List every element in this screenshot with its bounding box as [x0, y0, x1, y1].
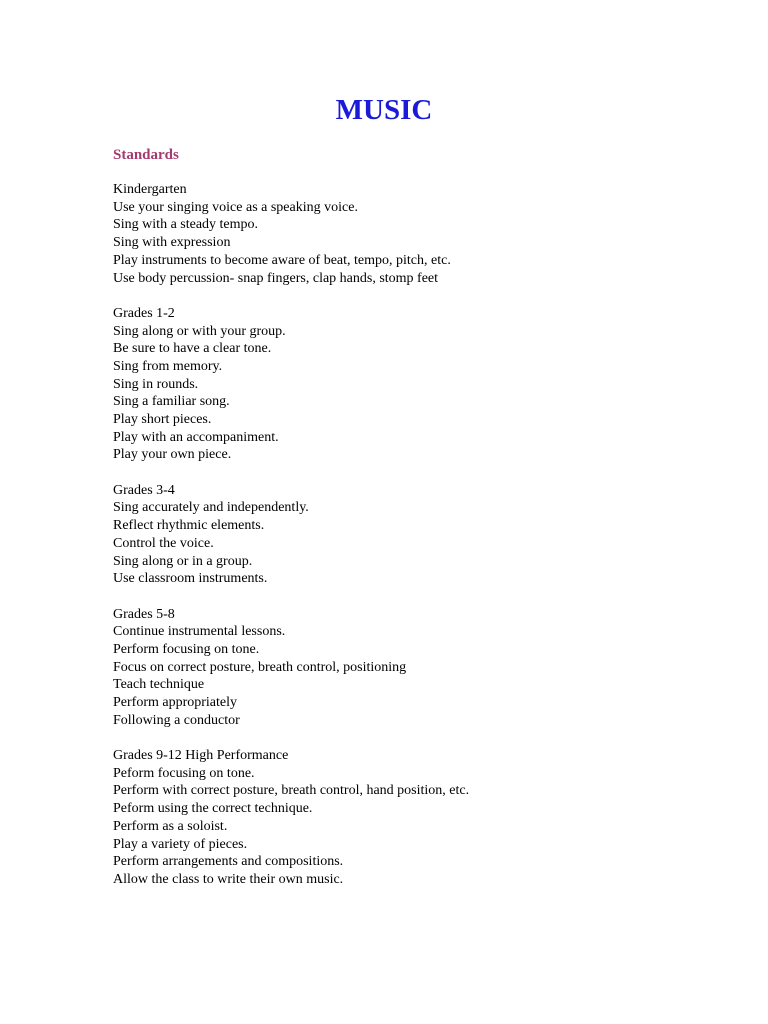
section-subtitle: Standards: [113, 147, 179, 163]
grade-section: [113, 747, 733, 889]
grade-heading: Grades 9-12 High Performance: [113, 748, 289, 764]
standard-item: Peform focusing on tone.: [113, 765, 255, 781]
page-title: MUSIC: [335, 94, 433, 126]
grade-heading: Grades 3-4: [113, 482, 175, 498]
standard-item: Peform using the correct technique.: [113, 801, 313, 817]
standard-item: Continue instrumental lessons.: [113, 624, 286, 640]
standard-item: Play short pieces.: [113, 412, 212, 428]
standards-content: [113, 181, 733, 906]
standard-item: Focus on correct posture, breath control, positioning: [113, 659, 407, 675]
standard-item: Sing from memory.: [113, 358, 223, 374]
standard-item: Control the voice.: [113, 535, 214, 551]
standard-item: Perform focusing on tone.: [113, 641, 260, 657]
standard-item: Use body percussion- snap fingers, clap hands, stomp feet: [113, 270, 439, 286]
standard-item: Sing along or in a group.: [113, 553, 253, 569]
standard-item: Perform appropriately: [113, 695, 238, 711]
standard-item: Play a variety of pieces.: [113, 836, 248, 852]
standard-item: Perform with correct posture, breath control, hand position, etc.: [113, 783, 470, 799]
standard-item: Sing a familiar song.: [113, 394, 230, 410]
standard-item: Sing along or with your group.: [113, 323, 286, 339]
grade-section: [113, 606, 733, 730]
standard-item: Reflect rhythmic elements.: [113, 518, 265, 534]
grade-heading: Kindergarten: [113, 182, 187, 197]
standard-item: Use your singing voice as a speaking voice.: [113, 199, 358, 215]
standard-item: Use classroom instruments.: [113, 571, 268, 587]
standard-item: Play with an accompaniment.: [113, 429, 279, 445]
standard-item: Following a conductor: [113, 712, 240, 728]
standard-item: Play instruments to become aware of beat, tempo, pitch, etc.: [113, 252, 451, 268]
grade-heading: Grades 5-8: [113, 606, 175, 622]
grade-section: [113, 305, 733, 464]
standard-item: Sing accurately and independently.: [113, 500, 309, 516]
standard-item: Play your own piece.: [113, 447, 232, 463]
grade-section: [113, 482, 733, 588]
standard-item: Allow the class to write their own music.: [113, 871, 344, 887]
standard-item: Perform arrangements and compositions.: [113, 854, 344, 870]
standard-item: Sing with a steady tempo.: [113, 217, 259, 233]
standard-item: Sing in rounds.: [113, 376, 199, 392]
standard-item: Sing with expression: [113, 235, 231, 251]
grade-heading: Grades 1-2: [113, 305, 175, 321]
standard-item: Teach technique: [113, 677, 205, 693]
standard-item: Be sure to have a clear tone.: [113, 341, 272, 357]
grade-section: [113, 181, 733, 287]
standard-item: Perform as a soloist.: [113, 818, 228, 834]
